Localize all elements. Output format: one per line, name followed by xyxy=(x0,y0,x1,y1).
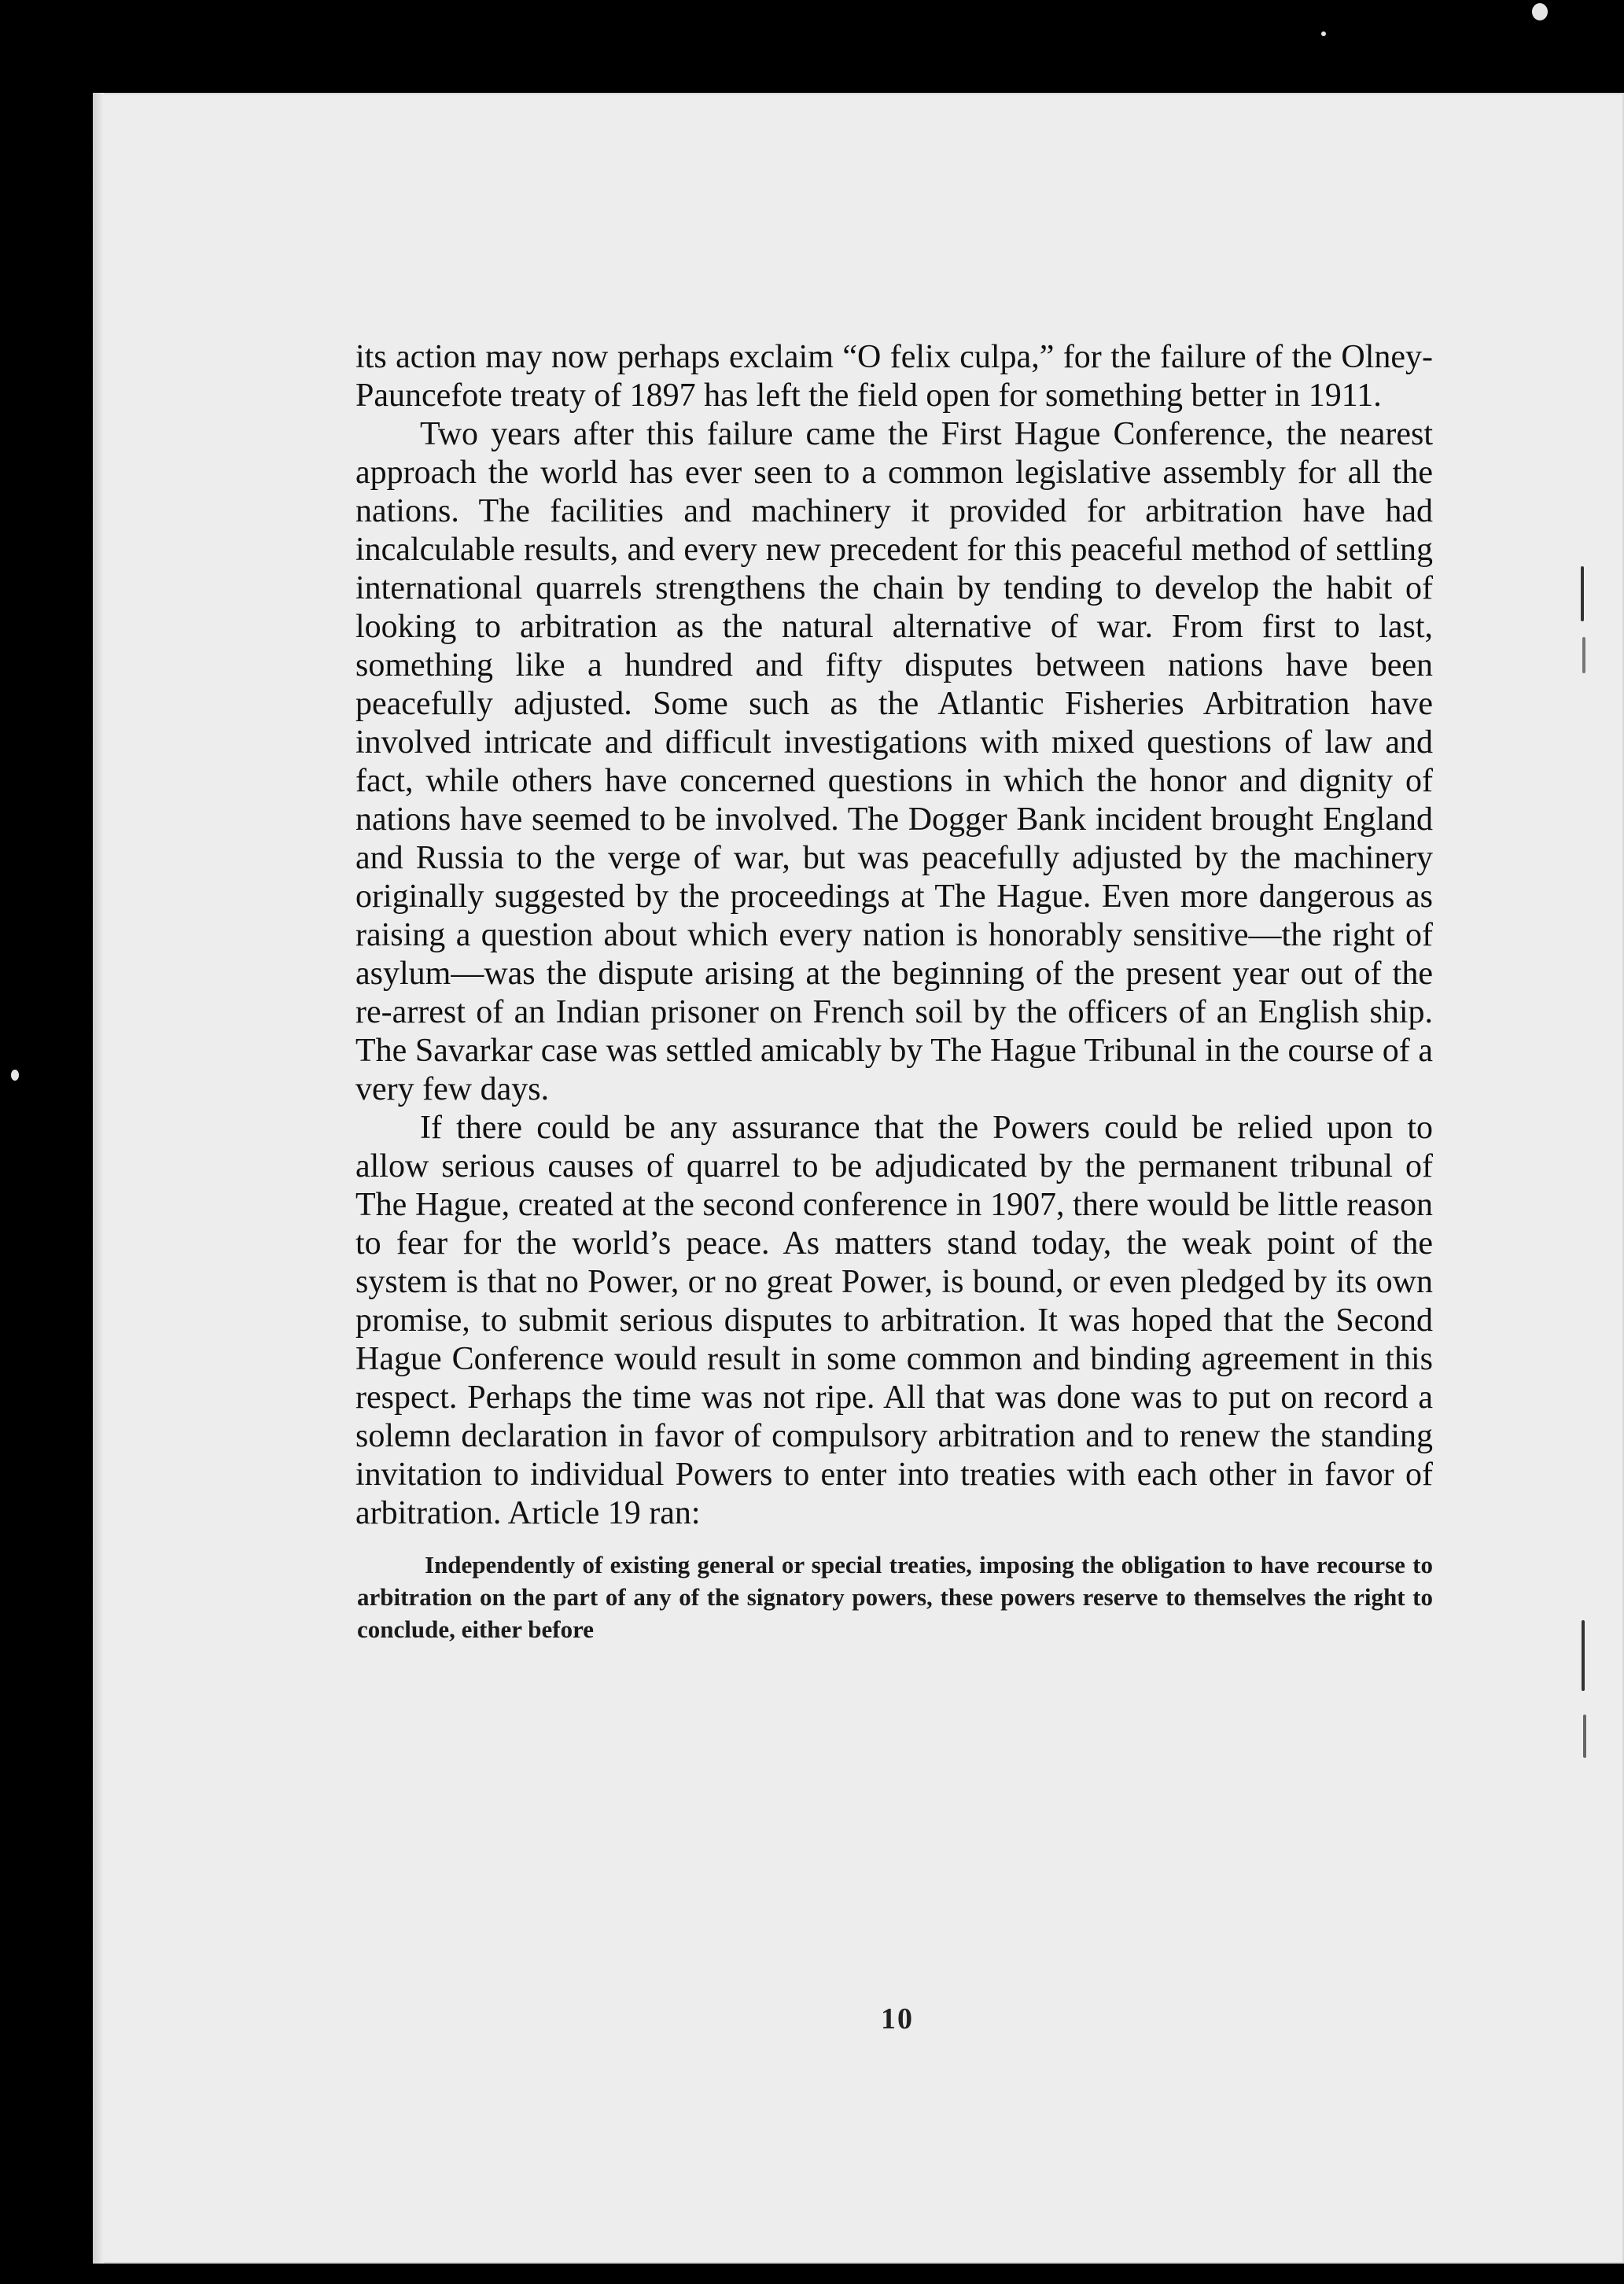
margin-mark xyxy=(1582,1620,1585,1691)
page-number: 10 xyxy=(881,2002,914,2035)
scan-speck xyxy=(11,1070,19,1081)
scan-speck xyxy=(1532,3,1548,20)
scan-speck xyxy=(1321,31,1326,36)
block-quote: Independently of existing general or special treaties, imposing the obligation to have recourse to arbitration on the part of any of the signatory powers, these powers reserve to themselves the right to conclude, either before xyxy=(357,1551,1433,1643)
body-text xyxy=(355,338,1433,1645)
paragraph-3: If there could be any assurance that the Powers could be relied upon to allow serious causes of quarrel to be adjudicated by the permanent tribunal of The Hague, created at the second conference in 1907, there would be little reason to fear for the world’s peace. As matters stand today, the weak point of the system is that no Power, or no great Power, is bound, or even pledged by its own promise, to submit serious disputes to arbitration. It was hoped that the Second Hague Conference would result in some common and binding agreement in this respect. Perhaps the time was not ripe. All that was done was to put on record a solemn declaration in favor of compulsory arbitration and to renew the standing invitation to individual Powers to enter into treaties with each other in favor of arbitration. Article 19 ran: xyxy=(355,1110,1433,1531)
paragraph-2: Two years after this failure came the First Hague Conference, the nearest approach the world has ever seen to a common legislative assembly for all the nations. The facilities and machinery it provided for arbitration have had incalculable results, and every new precedent for this peaceful method of settling international quarrels strengthens the chain by tending to develop the habit of looking to arbitration as the natural alternative of war. From first to last, something like a hundred and fifty disputes between nations have been peacefully adjusted. Some such as the Atlantic Fisheries Arbitration have involved intricate and difficult investigations with mixed questions of law and fact, while others have concerned questions in which the honor and dignity of nations have seemed to be involved. The Dogger Bank incident brought England and Russia to the verge of war, but was peacefully adjusted by the machinery originally suggested by the proceedings at The Hague. Even more dangerous as raising a question about which every nation is honorably sensitive—the right of asylum—was the dispute arising at the beginning of the present year out of the re-arrest of an Indian prisoner on French soil by the officers of an English ship. The Savarkar case was settled amicably by The Hague Tribunal in the course of a very few days. xyxy=(355,416,1433,1107)
page-binding-edge xyxy=(93,93,104,2264)
margin-mark xyxy=(1583,1715,1586,1758)
margin-mark xyxy=(1582,637,1585,673)
paragraph-1: its action may now perhaps exclaim “O felix culpa,” for the failure of the Olney-Pauncefote treaty of 1897 has left the field open for something better in 1911. xyxy=(355,339,1433,414)
margin-mark xyxy=(1581,566,1584,621)
